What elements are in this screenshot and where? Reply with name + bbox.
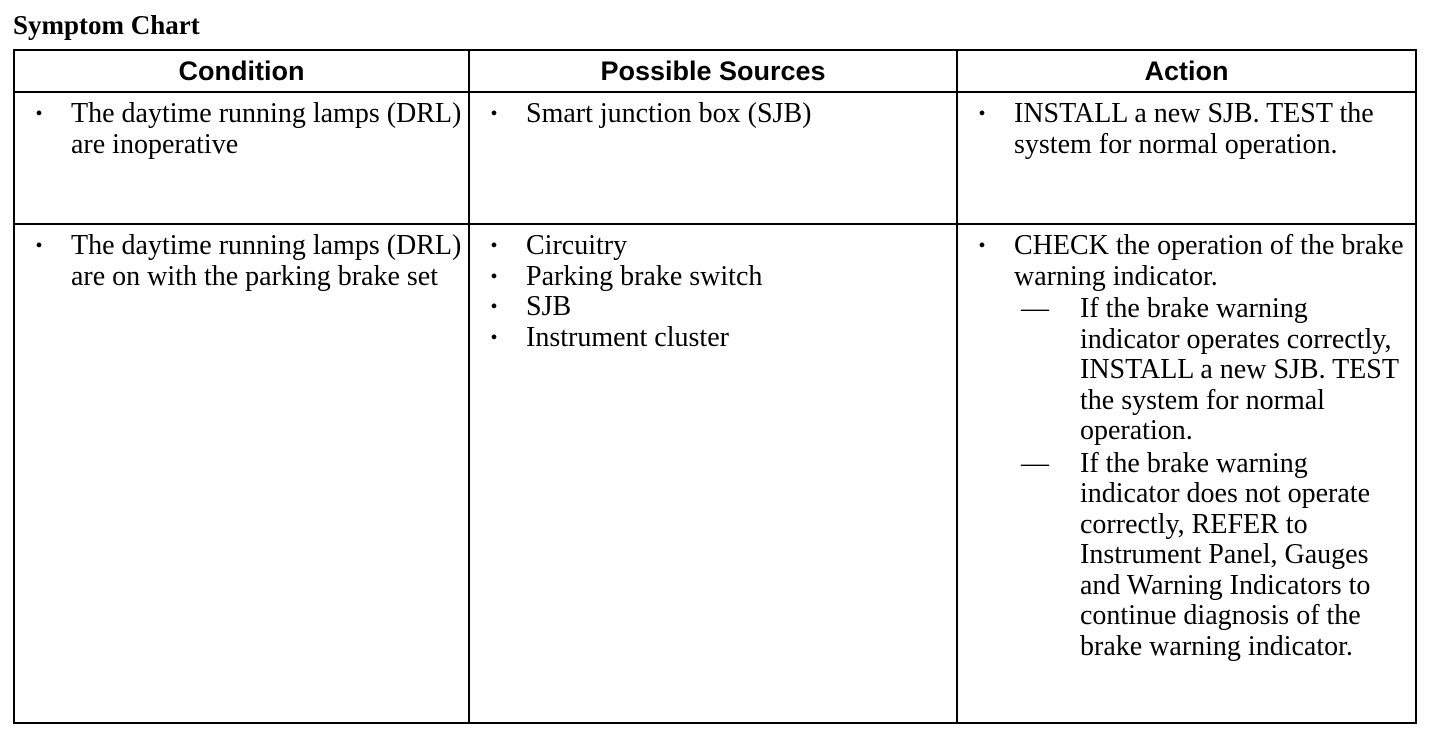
list-item [470,323,956,354]
list-item [15,99,468,160]
sources-cell [469,92,957,224]
dash-icon: — [1021,447,1049,479]
action-subitem-text: If the brake warning indicator operates correctly, INSTALL a new SJB. TEST the system for normal operation. [1080,293,1399,446]
list-item [958,231,1415,664]
bullet-icon: • [35,103,43,125]
bullet-icon: • [490,326,498,349]
source-text: SJB [526,291,572,322]
action-text: INSTALL a new SJB. TEST the system for normal operation. [1014,98,1374,160]
bullet-icon: • [978,235,986,257]
dash-icon: — [1021,293,1049,324]
source-text: Smart junction box (SJB) [526,98,812,129]
list-item [470,99,956,130]
list-item [15,231,468,292]
page-title: Symptom Chart [13,10,200,40]
condition-text: The daytime running lamps (DRL) are on with the parking brake set [71,230,462,292]
bullet-icon: • [490,296,498,318]
action-cell [957,92,1416,224]
action-cell [957,224,1416,723]
condition-cell [14,224,469,723]
action-list [958,225,1415,664]
bullet-icon: • [490,235,498,257]
sources-list [470,93,956,130]
condition-list [15,225,468,292]
header-possible-sources: Possible Sources [469,50,957,92]
sources-cell [469,224,957,723]
bullet-icon: • [978,103,986,125]
action-text: CHECK the operation of the brake warning indicator. [1014,230,1404,292]
sublist-item [1014,449,1409,665]
condition-text: The daytime running lamps (DRL) are inoperative [71,98,462,160]
source-text: Instrument cluster [526,321,729,353]
action-list [958,93,1415,160]
bullet-icon: • [35,235,43,257]
action-subitem-text: If the brake warning indicator does not operate correctly, REFER to Instrument Panel, Gauges and Warning Indicators to continue diagnosis of the brake warning indicator. [1080,447,1371,662]
source-text: Circuitry [526,230,628,261]
condition-cell [14,92,469,224]
action-sublist [1014,292,1409,664]
bullet-icon: • [490,265,498,288]
table-row [14,92,1416,224]
symptom-table [13,49,1417,724]
table-header-row [14,50,1416,92]
bullet-icon: • [490,103,498,125]
list-item [958,99,1415,160]
list-item [470,292,956,323]
header-condition: Condition [14,50,469,92]
sublist-item [1014,294,1409,449]
list-item [470,262,956,293]
list-item [470,231,956,262]
source-text: Parking brake switch [526,260,763,292]
condition-list [15,93,468,160]
table-row [14,224,1416,723]
header-action: Action [957,50,1416,92]
sources-list [470,225,956,353]
